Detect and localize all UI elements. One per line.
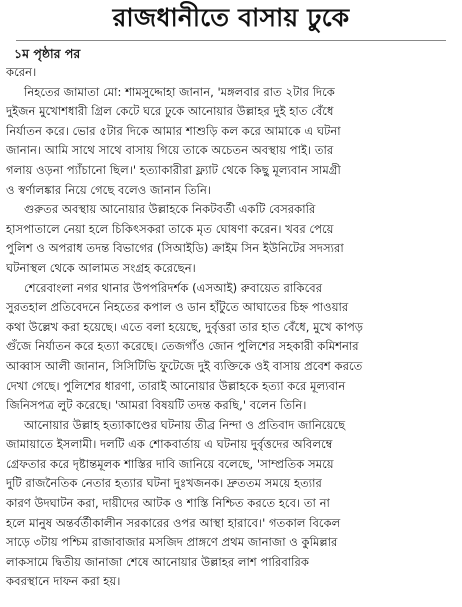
article-paragraph: [6, 279, 454, 416]
article-line: দেখা গেছে। পুলিশের ধারণা, তারাই আনোয়ার উল্লাহকে হত্যা করে মূল্যবান: [6, 378, 346, 393]
continuation-label: ১ম পৃষ্ঠার পর: [14, 46, 81, 61]
article-line: গুঁজে নির্যাতন করে হত্যা করেছে। তেজগাঁও জোন পুলিশের সহকারী কমিশনার: [6, 339, 359, 354]
article-line: করেন।: [6, 65, 37, 79]
article-line: কারণ উদঘাটন করা, দায়ীদের আটক ও শাস্তি নিশ্চিত করতে হবে। তা না: [6, 496, 330, 511]
article-line: গ্রেফতার করে দৃষ্টান্তমূলক শাস্তির দাবি জানিয়ে বলেছে, 'সাম্প্রতিক সময়ে: [6, 456, 334, 471]
article-paragraph: [6, 83, 454, 201]
article-line: শেরেবাংলা নগর থানার উপপরিদর্শক (এসআই) রুবায়েত রাকিবের: [24, 280, 323, 295]
article-line: নির্যাতন করে। ভোর ৫টার দিকে আমার শাশুড়ি কল করে আমাকে এ ঘটনা: [6, 123, 341, 138]
article-line: জানান। আমি সাথে সাথে বাসায় গিয়ে তাকে অচেতন অবস্থায় পাই। তার: [6, 143, 334, 158]
article-line: সাড়ে ৩টায় পশ্চিম রাজাবাজার মসজিদ প্রাঙ্গণে প্রথম জানাজা ও কুমিল্লার: [6, 535, 338, 550]
article-paragraph: [6, 416, 454, 592]
article-line: আব্বাস আলী জানান, সিসিটিভি ফুটেজে দুই ব্যক্তিকে ওই বাসায় প্রবেশ করতে: [6, 358, 363, 373]
article-line: হাসপাতালে নেয়া হলে চিকিৎসকরা তাকে মৃত ঘোষণা করেন। খবর পেয়ে: [6, 221, 334, 236]
article-line: সুরতহাল প্রতিবেদনে নিহতের কপাল ও ডান হাঁটুতে আঘাতের চিহ্ন পাওয়ার: [6, 300, 349, 315]
article-line: হলে মানুষ অন্তর্বর্তীকালীন সরকারের ওপর আস্থা হারাবে।' গতকাল বিকেল: [6, 515, 341, 530]
headline: রাজধানীতে বাসায় ঢুকে: [112, 3, 350, 32]
article-line: গুরুতর অবস্থায় আনোয়ার উল্লাহকে নিকটবর্তী একটি বেসরকারি: [24, 202, 316, 217]
article-body: [0, 63, 462, 592]
article-line: ও স্বর্ণালঙ্কার নিয়ে গেছে বলেও জানান তিনি।: [6, 182, 212, 197]
article-line: নিহতের জামাতা মো: শামসুদ্দোহা জানান, 'মঙ্গলবার রাত ২টার দিকে: [24, 84, 335, 99]
article-paragraph: [6, 200, 454, 278]
article-line: দুইজন মুখোশধারী গ্রিল কেটে ঘরে ঢুকে আনোয়ার উল্লাহর দুই হাত বেঁধে: [6, 104, 334, 119]
article-line: আনোয়ার উল্লাহ হত্যাকাণ্ডের ঘটনায় তীব্র নিন্দা ও প্রতিবাদ জানিয়েছে: [24, 417, 346, 432]
article-line: দুটি রাজনৈতিক নেতার হত্যার ঘটনা দুঃখজনক। দ্রুততম সময়ে হত্যার: [6, 476, 322, 491]
article-line: জিনিসপত্র লুট করেছে। 'আমরা বিষয়টি তদন্ত করছি,' বলেন তিনি।: [6, 398, 307, 413]
article-line: কবরস্থানে দাফন করা হয়।: [6, 574, 121, 589]
headline-divider: [16, 40, 446, 41]
article-line: জামায়াতে ইসলামী। দলটি এক শোকবার্তায় এ ঘটনায় দুর্বৃত্তদের অবিলম্বে: [6, 437, 333, 452]
article-line: কথা উল্লেখ করা হয়েছে। এতে বলা হয়েছে, দুর্বৃত্তরা তার হাত বেঁধে, মুখে কাপড়: [6, 319, 364, 334]
article-line: লাকসামে দ্বিতীয় জানাজা শেষে আনোয়ার উল্লাহর লাশ পারিবারিক: [6, 554, 309, 569]
article-line: গলায় ওড়না প্যাঁচানো ছিল।' হত্যাকারীরা ফ্ল্যাট থেকে কিছু মূল্যবান সামগ্রী: [6, 162, 341, 177]
article-line: পুলিশ ও অপরাধ তদন্ত বিভাগের (সিআইডি) ক্রাইম সিন ইউনিটের সদস্যরা: [6, 241, 344, 256]
article-paragraph: [6, 63, 454, 83]
article-line: ঘটনাস্থল থেকে আলামত সংগ্রহ করেছেন।: [6, 260, 196, 275]
